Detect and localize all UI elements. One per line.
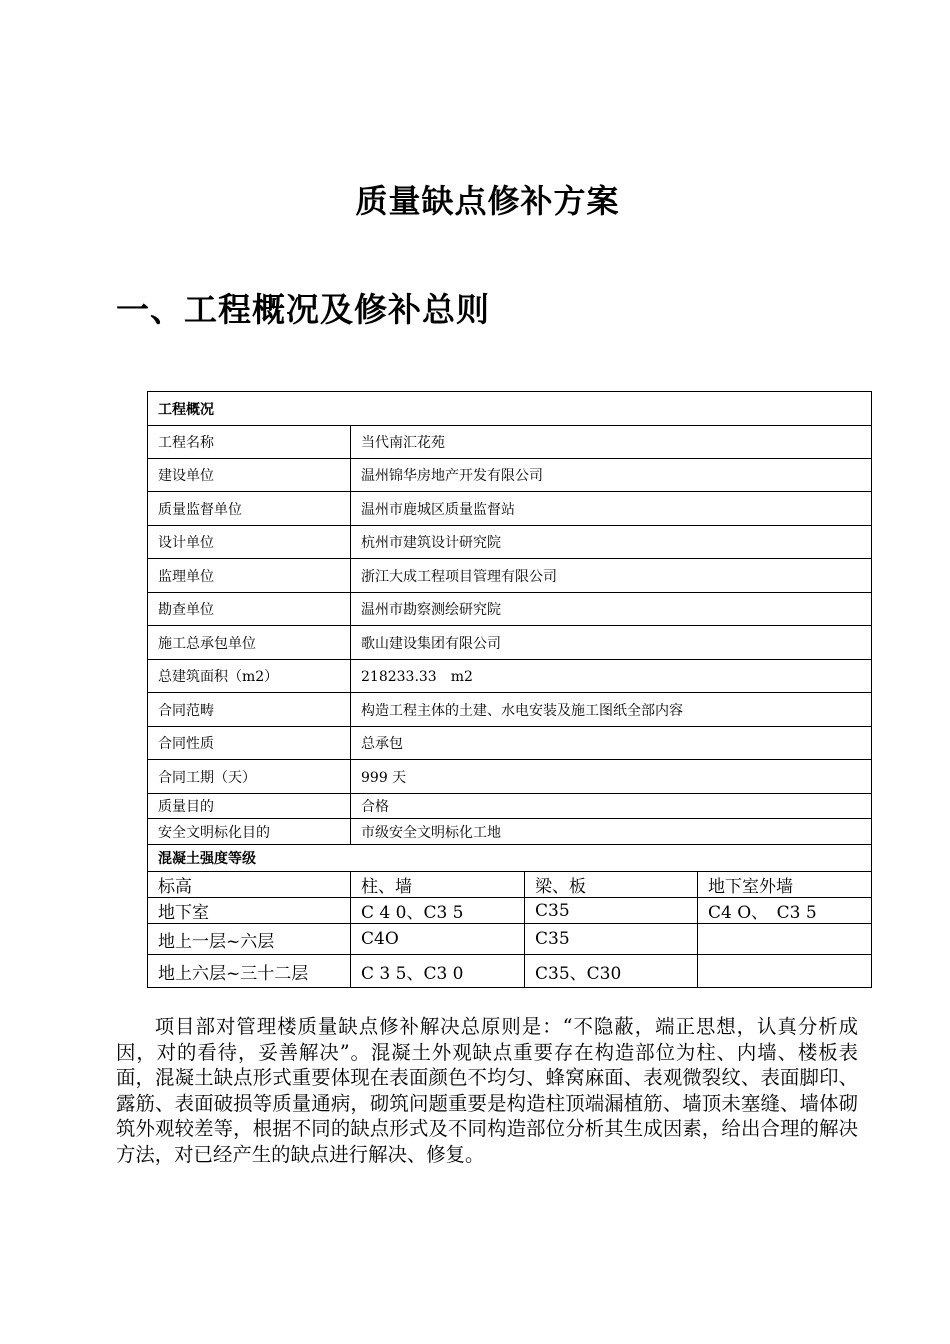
project-overview-table (147, 391, 872, 988)
row-label: 建设单位 (148, 459, 351, 492)
table-cell: C35、C30 (525, 955, 698, 988)
row-label: 质量监督单位 (148, 492, 351, 526)
row-value: 温州市鹿城区质量监督站 (351, 492, 872, 526)
row-value: 当代南汇花苑 (351, 426, 872, 459)
row-value: 构造工程主体的土建、水电安装及施工图纸全部内容 (351, 693, 872, 727)
row-label: 合同范畴 (148, 693, 351, 727)
row-label: 监理单位 (148, 559, 351, 593)
column-header: 地下室外墙 (698, 872, 872, 898)
row-label: 安全文明标化目的 (148, 819, 351, 845)
row-value: 市级安全文明标化工地 (351, 819, 872, 845)
row-label: 质量目的 (148, 794, 351, 819)
row-value: 合格 (351, 794, 872, 819)
row-value: 温州锦华房地产开发有限公司 (351, 459, 872, 492)
column-header: 梁、板 (525, 872, 698, 898)
overview-header: 工程概况 (148, 392, 872, 426)
row-label: 总建筑面积（m2） (148, 660, 351, 693)
row-value: 218233.33 m2 (351, 660, 872, 693)
row-value: 总承包 (351, 727, 872, 760)
row-value: 歌山建设集团有限公司 (351, 626, 872, 660)
row-label: 合同工期（天） (148, 760, 351, 794)
table-cell: C 4 0、C3 5 (351, 898, 525, 924)
column-header: 柱、墙 (351, 872, 525, 898)
column-header: 标高 (148, 872, 351, 898)
table-cell: 地上一层~六层 (148, 924, 351, 955)
table-cell: C35 (525, 898, 698, 924)
body-paragraph: 项目部对管理楼质量缺点修补解决总原则是：“不隐蔽，端正思想，认真分析成因，对的看待，妥善解决”。混凝土外观缺点重要存在构造部位为柱、内墙、楼板表面，混凝土缺点形式重要体现在表面颜色不均匀、蜂窝麻面、表观微裂纹、表面脚印、露筋、表面破损等质量通病，砌筑问题重要是构造柱顶端漏植筋、墙顶未塞缝、墙体砌筑外观较差等，根据不同的缺点形式及不同构造部位分析其生成因素，给出合理的解决方法，对已经产生的缺点进行解决、修复。 (116, 1015, 858, 1166)
section-heading: 一、工程概况及修补总则 (116, 290, 490, 329)
table-cell (698, 955, 872, 988)
table-cell: 地上六层~三十二层 (148, 955, 351, 988)
row-label: 设计单位 (148, 526, 351, 559)
table-cell: C4O (351, 924, 525, 955)
document-title: 质量缺点修补方案 (355, 182, 620, 220)
table-cell: C35 (525, 924, 698, 955)
row-label: 施工总承包单位 (148, 626, 351, 660)
row-value: 999 天 (351, 760, 872, 794)
row-value: 温州市勘察测绘研究院 (351, 593, 872, 626)
table-cell: C4 O、 C3 5 (698, 898, 872, 924)
table-cell: 地下室 (148, 898, 351, 924)
row-label: 合同性质 (148, 727, 351, 760)
table-cell (698, 924, 872, 955)
row-value: 浙江大成工程项目管理有限公司 (351, 559, 872, 593)
row-value: 杭州市建筑设计研究院 (351, 526, 872, 559)
concrete-header: 混凝土强度等级 (148, 845, 872, 872)
row-label: 工程名称 (148, 426, 351, 459)
row-label: 勘查单位 (148, 593, 351, 626)
table-cell: C 3 5、C3 0 (351, 955, 525, 988)
